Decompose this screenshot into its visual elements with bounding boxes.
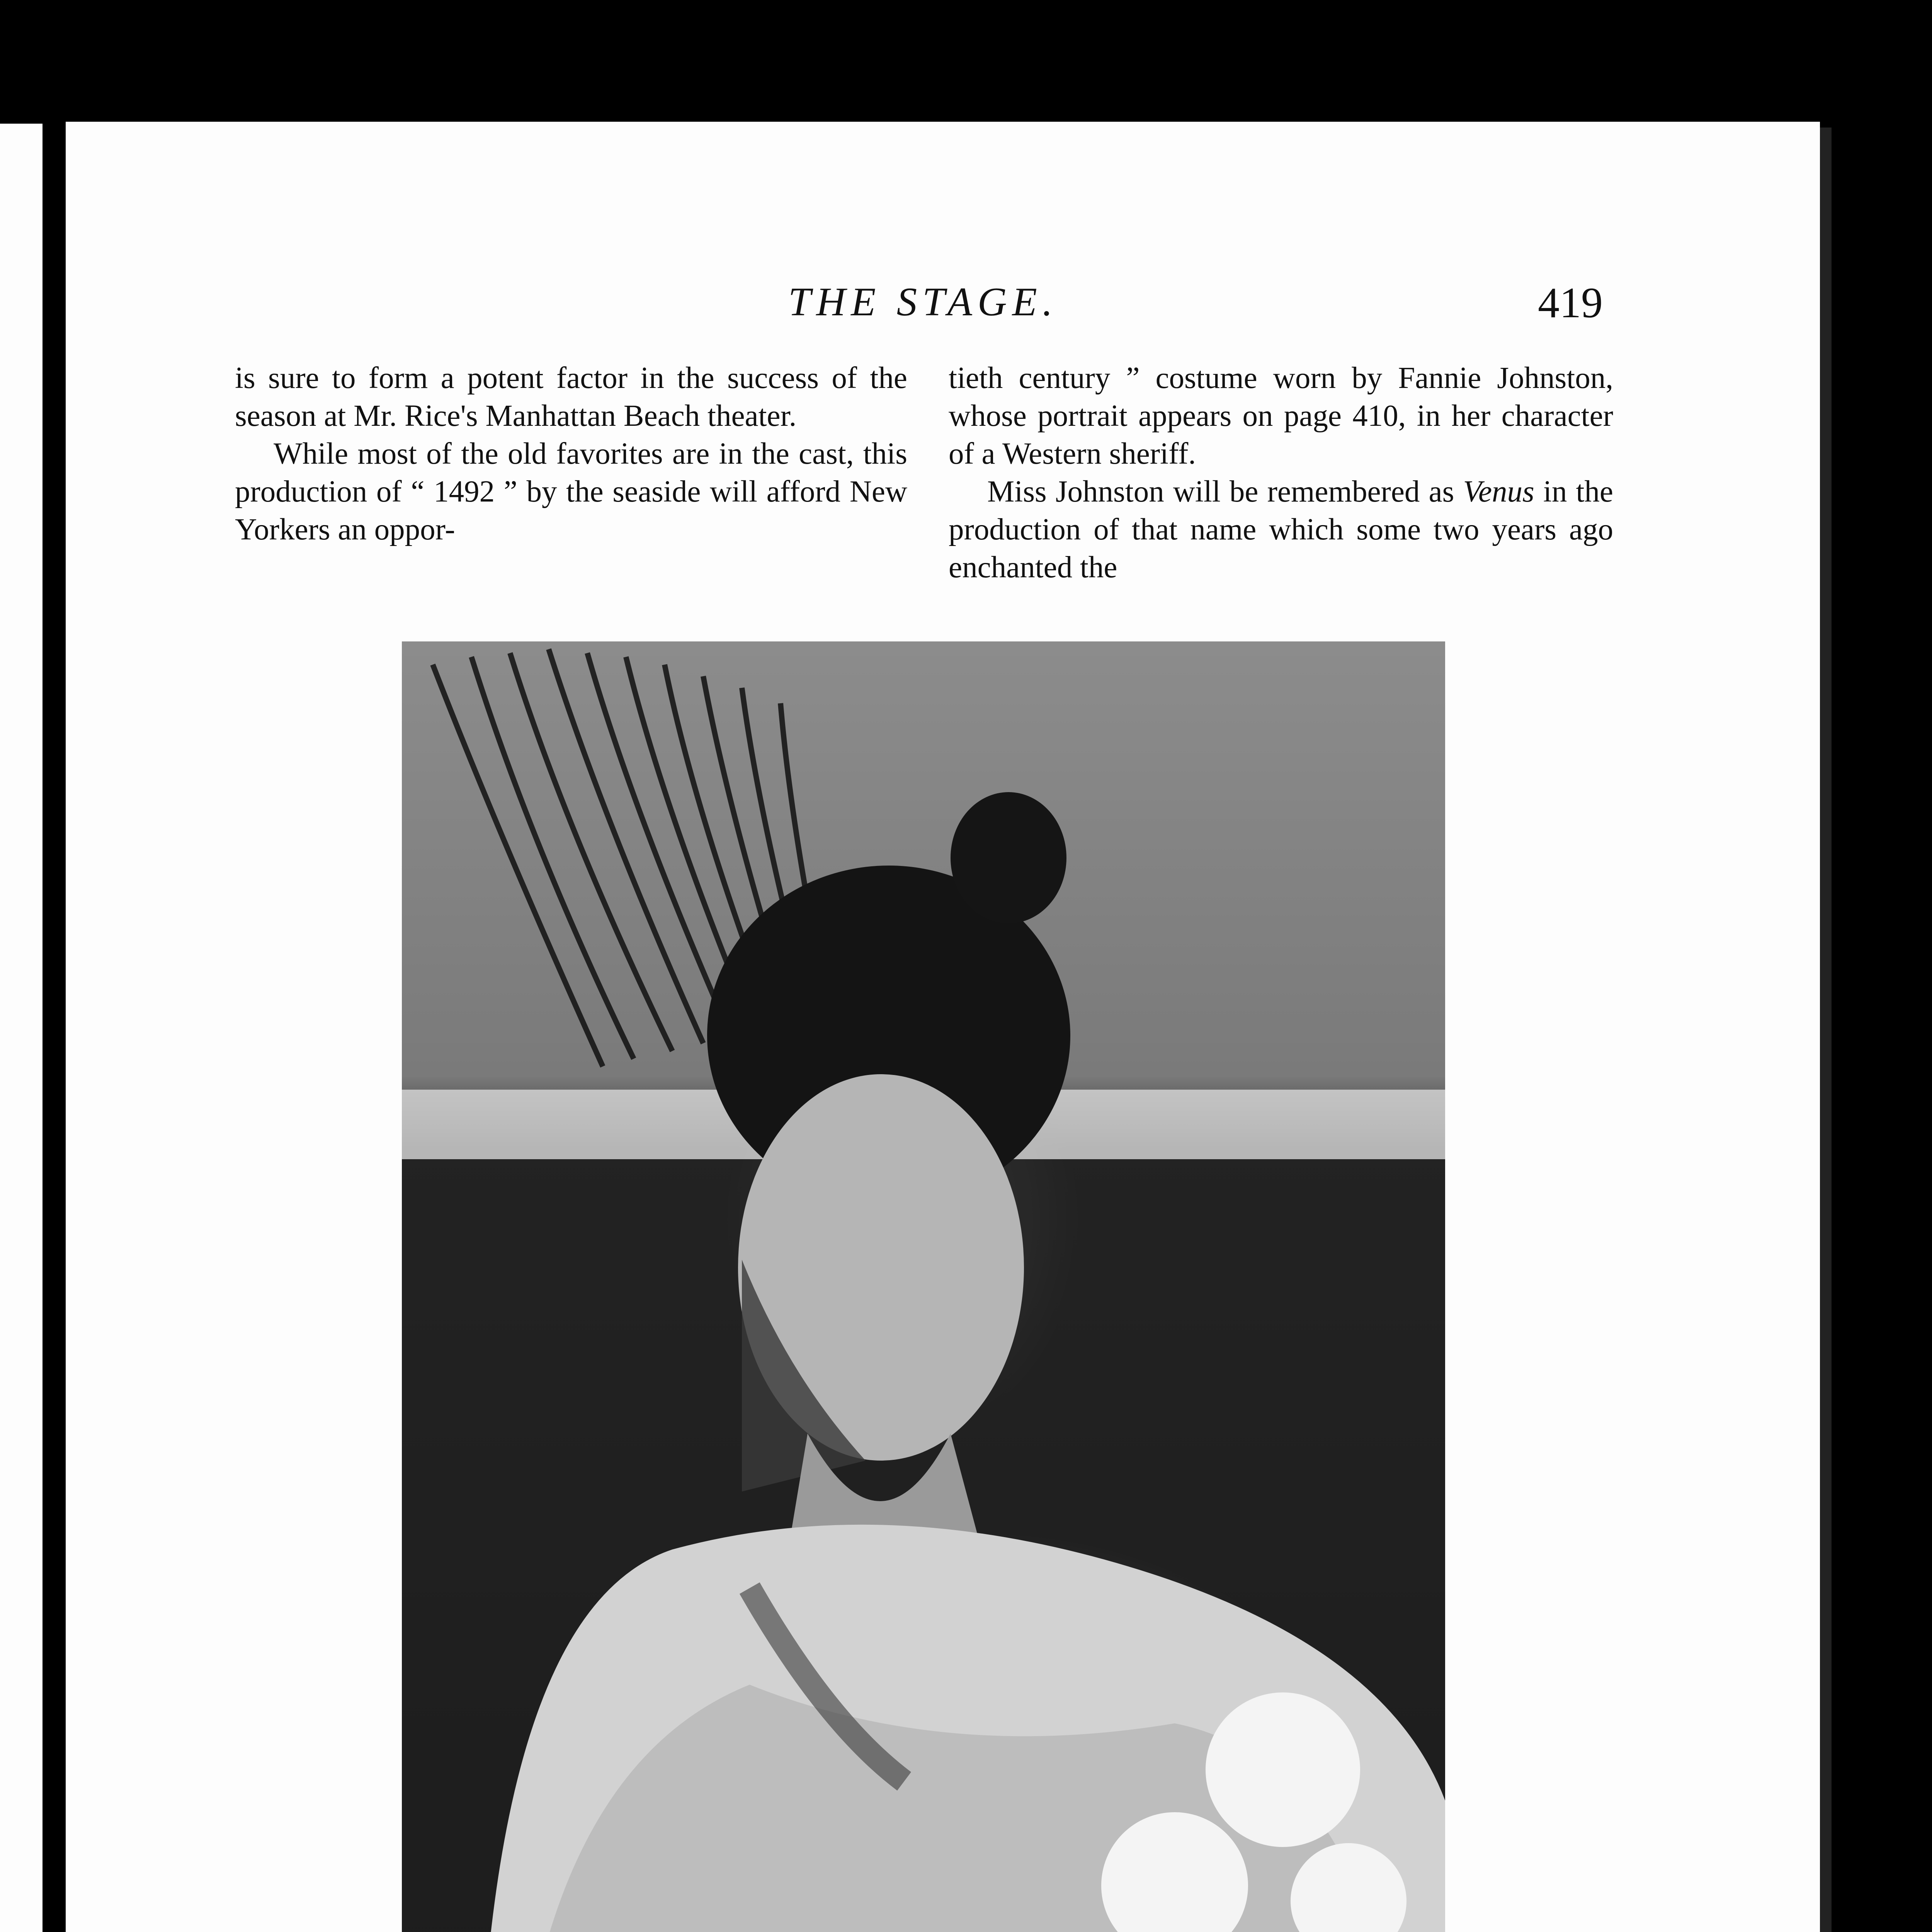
page-number: 419 [1538,279,1603,327]
text-column-top-right [949,359,1613,587]
portrait-illustration [402,641,1445,1932]
text-column-top-left [235,359,907,549]
running-title: THE STAGE. [788,279,1058,324]
paragraph [949,473,1613,587]
book-gutter [43,116,66,1932]
paragraph: tieth century ” costume worn by Fannie Johnston, whose portrait appears on page 410, in her character of a Western sheriff. [949,361,1613,471]
page-edge-shadow [1820,128,1832,1932]
paragraph: is sure to form a potent factor in the success of the season at Mr. Rice's Manhattan Beach theater. [235,361,907,433]
hair-bun [951,792,1066,923]
text-run: Miss Johnston will be remembered as [987,475,1463,509]
paragraph: While most of the old favorites are in the cast, this production of “ 1492 ” by the seaside will afford New Yorkers an oppor- [235,437,907,546]
left-page-edge [0,124,43,1932]
italic-title: Venus [1463,475,1534,509]
text-run: in the production of that name which some two years ago enchanted the [949,475,1613,584]
portrait-photo [402,641,1445,1932]
